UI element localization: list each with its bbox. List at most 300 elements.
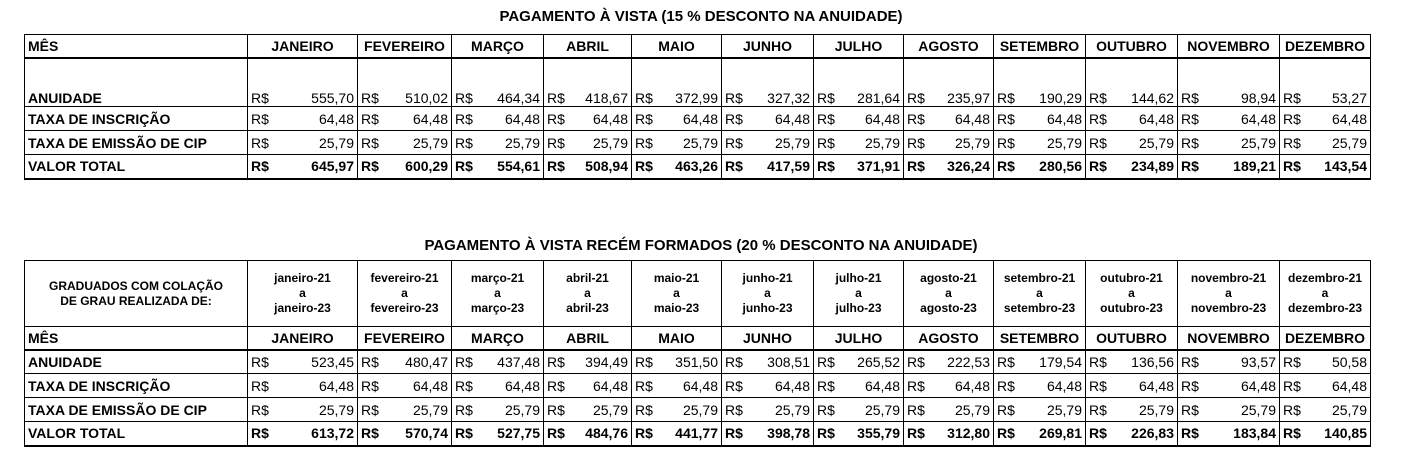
amount-value: 64,48 (1240, 377, 1276, 394)
amount-value: 398,78 (767, 425, 810, 442)
currency-symbol: R$ (547, 158, 565, 175)
amount-value: 269,81 (1039, 425, 1082, 442)
amount-value: 510,02 (405, 90, 448, 106)
amount-cell (814, 398, 904, 422)
period-to: setembro-23 (1003, 301, 1076, 315)
amount-cell (1178, 422, 1280, 446)
amount-cell (1280, 398, 1371, 422)
amount-cell (1178, 374, 1280, 398)
period-from: novembro-21 (1190, 271, 1267, 285)
amount-value: 25,79 (1240, 134, 1276, 151)
currency-symbol: R$ (817, 134, 835, 151)
amount-cell (632, 58, 722, 107)
amount-cell (452, 131, 544, 155)
currency-symbol: R$ (907, 158, 925, 175)
amount-value: 25,79 (774, 401, 810, 418)
period-to: julho-23 (835, 301, 882, 315)
row-label: ANUIDADE (25, 58, 248, 107)
amount-cell (452, 398, 544, 422)
currency-symbol: R$ (635, 377, 653, 394)
month-header: AGOSTO (904, 35, 994, 58)
currency-symbol: R$ (361, 401, 379, 418)
fee-row (25, 58, 1371, 107)
amount-value: 25,79 (954, 401, 990, 418)
period-to: outubro-23 (1100, 301, 1163, 315)
currency-symbol: R$ (455, 158, 473, 175)
currency-symbol: R$ (997, 425, 1015, 442)
amount-cell (994, 155, 1086, 179)
amount-value: 645,97 (311, 158, 354, 175)
month-header: ABRIL (544, 327, 632, 350)
amount-cell (358, 374, 452, 398)
amount-cell (722, 422, 814, 446)
amount-cell (994, 107, 1086, 131)
amount-cell (248, 350, 358, 374)
period-separator: a (673, 286, 680, 300)
amount-cell (452, 422, 544, 446)
amount-cell (452, 350, 544, 374)
month-header: JUNHO (722, 35, 814, 58)
amount-value: 417,59 (767, 158, 810, 175)
month-header: OUTUBRO (1086, 327, 1178, 350)
period-separator: a (764, 286, 771, 300)
month-header: SETEMBRO (994, 327, 1086, 350)
graduation-period (1086, 261, 1178, 327)
month-header: DEZEMBRO (1280, 327, 1371, 350)
amount-value: 265,52 (857, 353, 900, 370)
currency-symbol: R$ (907, 401, 925, 418)
amount-value: 600,29 (405, 158, 448, 175)
amount-cell (814, 422, 904, 446)
month-header: ABRIL (544, 35, 632, 58)
amount-cell (814, 131, 904, 155)
amount-cell (1178, 398, 1280, 422)
amount-value: 25,79 (1046, 134, 1082, 151)
amount-value: 326,24 (947, 158, 990, 175)
month-header: JANEIRO (248, 327, 358, 350)
currency-symbol: R$ (725, 425, 743, 442)
period-to: abril-23 (566, 301, 609, 315)
currency-symbol: R$ (1089, 401, 1107, 418)
amount-value: 25,79 (592, 401, 628, 418)
amount-value: 64,48 (412, 377, 448, 394)
currency-symbol: R$ (907, 134, 925, 151)
fee-row (25, 398, 1371, 422)
currency-symbol: R$ (1181, 401, 1199, 418)
currency-symbol: R$ (251, 110, 269, 127)
amount-value: 394,49 (585, 353, 628, 370)
period-from: janeiro-21 (274, 271, 331, 285)
amount-cell (544, 422, 632, 446)
period-to: dezembro-23 (1287, 301, 1363, 315)
amount-cell (904, 58, 994, 107)
period-from: junho-21 (742, 271, 793, 285)
currency-symbol: R$ (1089, 377, 1107, 394)
graduates-label-line2: DE GRAU REALIZADA DE: (60, 293, 212, 308)
amount-cell (452, 58, 544, 107)
amount-value: 64,48 (682, 377, 718, 394)
amount-value: 308,51 (767, 353, 810, 370)
currency-symbol: R$ (361, 110, 379, 127)
amount-cell (1280, 107, 1371, 131)
amount-cell (722, 107, 814, 131)
amount-value: 234,89 (1131, 158, 1174, 175)
amount-value: 64,48 (504, 377, 540, 394)
period-separator: a (855, 286, 862, 300)
amount-value: 25,79 (1046, 401, 1082, 418)
amount-value: 25,79 (1240, 401, 1276, 418)
month-header: JULHO (814, 327, 904, 350)
currency-symbol: R$ (907, 110, 925, 127)
currency-symbol: R$ (1089, 353, 1107, 370)
amount-cell (358, 155, 452, 179)
amount-cell (544, 398, 632, 422)
amount-value: 437,48 (497, 353, 540, 370)
period-from: abril-21 (566, 271, 609, 285)
table2 (24, 260, 1371, 447)
currency-symbol: R$ (251, 158, 269, 175)
month-header: MAIO (632, 35, 722, 58)
currency-symbol: R$ (635, 110, 653, 127)
currency-symbol: R$ (455, 134, 473, 151)
amount-cell (1086, 350, 1178, 374)
amount-value: 25,79 (318, 401, 354, 418)
currency-symbol: R$ (547, 110, 565, 127)
month-header: DEZEMBRO (1280, 35, 1371, 58)
month-header: FEVEREIRO (358, 35, 452, 58)
fee-row (25, 374, 1371, 398)
month-header: JULHO (814, 35, 904, 58)
currency-symbol: R$ (725, 377, 743, 394)
period-from: fevereiro-21 (370, 271, 439, 285)
amount-value: 25,79 (682, 401, 718, 418)
period-from: maio-21 (653, 271, 700, 285)
graduation-period (1280, 261, 1371, 327)
month-column-header: MÊS (25, 35, 248, 58)
amount-cell (632, 422, 722, 446)
amount-value: 280,56 (1039, 158, 1082, 175)
amount-value: 25,79 (774, 134, 810, 151)
currency-symbol: R$ (907, 90, 925, 106)
period-from: agosto-21 (920, 271, 977, 285)
currency-symbol: R$ (251, 425, 269, 442)
amount-value: 64,48 (592, 110, 628, 127)
currency-symbol: R$ (251, 90, 269, 106)
currency-symbol: R$ (997, 158, 1015, 175)
month-header-row (25, 35, 1371, 58)
amount-cell (814, 374, 904, 398)
amount-cell (544, 58, 632, 107)
period-to: agosto-23 (920, 301, 977, 315)
amount-value: 64,48 (954, 377, 990, 394)
amount-value: 53,27 (1331, 90, 1367, 106)
amount-value: 64,48 (1046, 110, 1082, 127)
period-from: julho-21 (835, 271, 882, 285)
currency-symbol: R$ (251, 353, 269, 370)
amount-value: 64,48 (774, 377, 810, 394)
currency-symbol: R$ (547, 353, 565, 370)
amount-value: 555,70 (311, 90, 354, 106)
amount-value: 64,48 (318, 110, 354, 127)
currency-symbol: R$ (997, 110, 1015, 127)
graduation-period (452, 261, 544, 327)
row-label: TAXA DE INSCRIÇÃO (25, 107, 248, 131)
row-label: VALOR TOTAL (25, 422, 248, 446)
graduation-period (1178, 261, 1280, 327)
amount-value: 64,48 (864, 377, 900, 394)
currency-symbol: R$ (1283, 401, 1301, 418)
period-to: novembro-23 (1190, 301, 1267, 315)
amount-cell (722, 350, 814, 374)
currency-symbol: R$ (1283, 425, 1301, 442)
amount-cell (1178, 107, 1280, 131)
amount-cell (544, 155, 632, 179)
graduation-period (904, 261, 994, 327)
amount-cell (358, 58, 452, 107)
amount-cell (544, 350, 632, 374)
amount-cell (1178, 131, 1280, 155)
month-header: MAIO (632, 327, 722, 350)
amount-value: 190,29 (1039, 90, 1082, 106)
amount-cell (358, 398, 452, 422)
currency-symbol: R$ (817, 377, 835, 394)
currency-symbol: R$ (1283, 377, 1301, 394)
currency-symbol: R$ (635, 353, 653, 370)
amount-cell (814, 107, 904, 131)
total-row (25, 155, 1371, 179)
currency-symbol: R$ (817, 158, 835, 175)
amount-cell (1086, 422, 1178, 446)
amount-cell (994, 58, 1086, 107)
period-separator: a (945, 286, 952, 300)
amount-cell (1086, 398, 1178, 422)
currency-symbol: R$ (635, 90, 653, 106)
amount-cell (632, 107, 722, 131)
currency-symbol: R$ (361, 134, 379, 151)
currency-symbol: R$ (455, 90, 473, 106)
amount-value: 527,75 (497, 425, 540, 442)
amount-cell (358, 107, 452, 131)
amount-value: 144,62 (1131, 90, 1174, 106)
currency-symbol: R$ (725, 90, 743, 106)
month-header: AGOSTO (904, 327, 994, 350)
period-separator: a (1321, 286, 1329, 300)
amount-cell (1280, 350, 1371, 374)
currency-symbol: R$ (455, 425, 473, 442)
currency-symbol: R$ (725, 110, 743, 127)
currency-symbol: R$ (1283, 90, 1301, 106)
currency-symbol: R$ (635, 158, 653, 175)
currency-symbol: R$ (1181, 110, 1199, 127)
amount-cell (904, 350, 994, 374)
amount-value: 554,61 (497, 158, 540, 175)
currency-symbol: R$ (817, 401, 835, 418)
amount-cell (1280, 422, 1371, 446)
amount-value: 64,48 (864, 110, 900, 127)
amount-value: 64,48 (1331, 110, 1367, 127)
currency-symbol: R$ (1089, 134, 1107, 151)
amount-cell (904, 131, 994, 155)
amount-value: 64,48 (774, 110, 810, 127)
amount-value: 25,79 (412, 401, 448, 418)
amount-cell (994, 422, 1086, 446)
table1-title: PAGAMENTO À VISTA (15 % DESCONTO NA ANUIDADE) (499, 8, 903, 25)
graduates-label (25, 261, 248, 327)
amount-cell (722, 155, 814, 179)
currency-symbol: R$ (455, 110, 473, 127)
amount-cell (248, 107, 358, 131)
currency-symbol: R$ (455, 377, 473, 394)
period-to: maio-23 (653, 301, 700, 315)
amount-cell (814, 58, 904, 107)
amount-cell (632, 350, 722, 374)
amount-value: 64,48 (954, 110, 990, 127)
amount-value: 25,79 (864, 134, 900, 151)
amount-cell (722, 58, 814, 107)
period-separator: a (1036, 286, 1043, 300)
amount-value: 463,26 (675, 158, 718, 175)
amount-value: 64,48 (1240, 110, 1276, 127)
graduates-label-line1: GRADUADOS COM COLAÇÃO (49, 278, 223, 293)
amount-value: 143,54 (1324, 158, 1367, 175)
amount-value: 189,21 (1233, 158, 1276, 175)
period-separator: a (1225, 286, 1232, 300)
amount-cell (1280, 131, 1371, 155)
currency-symbol: R$ (547, 90, 565, 106)
amount-value: 64,48 (1331, 377, 1367, 394)
currency-symbol: R$ (547, 401, 565, 418)
currency-symbol: R$ (817, 90, 835, 106)
amount-value: 372,99 (675, 90, 718, 106)
currency-symbol: R$ (817, 353, 835, 370)
amount-cell (632, 155, 722, 179)
amount-cell (248, 398, 358, 422)
period-separator: a (1128, 286, 1135, 300)
amount-cell (994, 398, 1086, 422)
amount-value: 226,83 (1131, 425, 1174, 442)
period-from: outubro-21 (1100, 271, 1163, 285)
graduation-period (358, 261, 452, 327)
row-label: ANUIDADE (25, 350, 248, 374)
currency-symbol: R$ (1283, 353, 1301, 370)
amount-cell (1178, 350, 1280, 374)
amount-cell (1086, 374, 1178, 398)
graduation-period (722, 261, 814, 327)
period-from: dezembro-21 (1287, 271, 1363, 285)
currency-symbol: R$ (361, 425, 379, 442)
currency-symbol: R$ (635, 134, 653, 151)
amount-value: 222,53 (947, 353, 990, 370)
currency-symbol: R$ (725, 401, 743, 418)
currency-symbol: R$ (997, 353, 1015, 370)
amount-cell (1178, 58, 1280, 107)
currency-symbol: R$ (547, 134, 565, 151)
amount-cell (904, 374, 994, 398)
table2-title: PAGAMENTO À VISTA RECÉM FORMADOS (20 % DESCONTO NA ANUIDADE) (424, 237, 978, 254)
amount-value: 25,79 (1138, 401, 1174, 418)
amount-cell (904, 155, 994, 179)
amount-value: 25,79 (412, 134, 448, 151)
currency-symbol: R$ (907, 353, 925, 370)
month-header: MARÇO (452, 35, 544, 58)
currency-symbol: R$ (997, 90, 1015, 106)
currency-symbol: R$ (547, 425, 565, 442)
graduation-period (814, 261, 904, 327)
currency-symbol: R$ (1181, 90, 1199, 106)
currency-symbol: R$ (1089, 158, 1107, 175)
amount-value: 136,56 (1131, 353, 1174, 370)
amount-value: 98,94 (1240, 90, 1276, 106)
amount-cell (248, 374, 358, 398)
amount-cell (904, 398, 994, 422)
amount-cell (814, 350, 904, 374)
amount-value: 183,84 (1233, 425, 1276, 442)
amount-cell (904, 107, 994, 131)
amount-value: 64,48 (592, 377, 628, 394)
amount-value: 64,48 (504, 110, 540, 127)
amount-value: 25,79 (1331, 134, 1367, 151)
period-to: janeiro-23 (274, 301, 331, 315)
row-label: TAXA DE EMISSÃO DE CIP (25, 398, 248, 422)
currency-symbol: R$ (361, 353, 379, 370)
month-header: SETEMBRO (994, 35, 1086, 58)
amount-cell (358, 422, 452, 446)
amount-cell (248, 422, 358, 446)
currency-symbol: R$ (997, 377, 1015, 394)
amount-value: 140,85 (1324, 425, 1367, 442)
period-to: março-23 (470, 301, 525, 315)
amount-value: 64,48 (1138, 377, 1174, 394)
month-column-header: MÊS (25, 327, 248, 350)
currency-symbol: R$ (1089, 90, 1107, 106)
amount-cell (1280, 58, 1371, 107)
currency-symbol: R$ (817, 110, 835, 127)
row-label: TAXA DE INSCRIÇÃO (25, 374, 248, 398)
table1 (24, 34, 1371, 180)
amount-value: 64,48 (1046, 377, 1082, 394)
period-separator: a (299, 286, 306, 300)
row-label: VALOR TOTAL (25, 155, 248, 179)
amount-cell (452, 374, 544, 398)
amount-cell (248, 155, 358, 179)
month-header: JANEIRO (248, 35, 358, 58)
period-separator: a (494, 286, 501, 300)
amount-cell (994, 350, 1086, 374)
month-header: JUNHO (722, 327, 814, 350)
currency-symbol: R$ (455, 401, 473, 418)
currency-symbol: R$ (1181, 353, 1199, 370)
currency-symbol: R$ (907, 425, 925, 442)
amount-value: 484,76 (585, 425, 628, 442)
currency-symbol: R$ (361, 158, 379, 175)
amount-value: 613,72 (311, 425, 354, 442)
month-header: NOVEMBRO (1178, 327, 1280, 350)
amount-value: 441,77 (675, 425, 718, 442)
amount-value: 64,48 (412, 110, 448, 127)
period-from: setembro-21 (1003, 271, 1076, 285)
amount-value: 25,79 (1331, 401, 1367, 418)
amount-value: 523,45 (311, 353, 354, 370)
month-header: NOVEMBRO (1178, 35, 1280, 58)
period-separator: a (584, 286, 591, 300)
month-header: OUTUBRO (1086, 35, 1178, 58)
amount-value: 327,32 (767, 90, 810, 106)
currency-symbol: R$ (361, 377, 379, 394)
amount-value: 312,80 (947, 425, 990, 442)
currency-symbol: R$ (907, 377, 925, 394)
period-separator: a (401, 286, 408, 300)
amount-cell (1280, 374, 1371, 398)
